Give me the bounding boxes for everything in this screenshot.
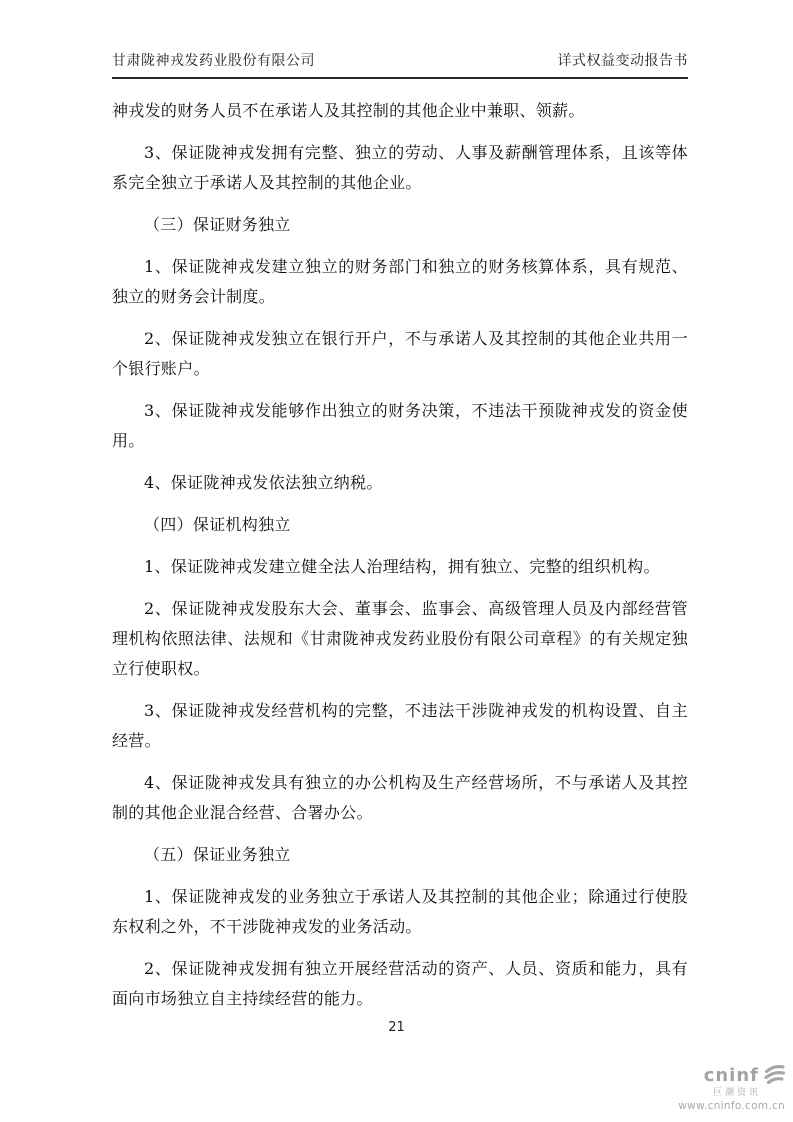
page-number: 21 [388, 1020, 405, 1035]
paragraph: 1、保证陇神戎发建立独立的财务部门和独立的财务核算体系，具有规范、独立的财务会计制度。 [112, 257, 688, 306]
paragraph: 1、保证陇神戎发的业务独立于承诺人及其控制的其他企业；除通过行使股东权利之外，不干涉陇神戎发的业务活动。 [112, 887, 688, 936]
paragraph: （五）保证业务独立 [144, 845, 291, 864]
cninfo-brand-row [615, 1064, 785, 1087]
cninfo-swirl-icon [761, 1064, 785, 1087]
cninfo-brand-text: cninf [703, 1064, 759, 1086]
paragraph: 神戎发的财务人员不在承诺人及其控制的其他企业中兼职、领薪。 [112, 101, 585, 120]
paragraph: （三）保证财务独立 [144, 215, 291, 234]
paragraph: 2、保证陇神戎发股东大会、董事会、监事会、高级管理人员及内部经营管理机构依照法律、法规和《甘肃陇神戎发药业股份有限公司章程》的有关规定独立行使职权。 [112, 599, 688, 678]
paragraph: 4、保证陇神戎发依法独立纳税。 [144, 473, 383, 492]
document-body [112, 96, 688, 1026]
paragraph: 2、保证陇神戎发拥有独立开展经营活动的资产、人员、资质和能力，具有面向市场独立自主持续经营的能力。 [112, 959, 688, 1008]
paragraph: 3、保证陇神戎发拥有完整、独立的劳动、人事及薪酬管理体系，且该等体系完全独立于承诺人及其控制的其他企业。 [112, 143, 688, 192]
page-header [112, 50, 688, 79]
paragraph: 3、保证陇神戎发经营机构的完整，不违法干涉陇神戎发的机构设置、自主经营。 [112, 701, 688, 750]
cninfo-url: www.cninfo.com.cn [678, 1100, 785, 1112]
paragraph: 3、保证陇神戎发能够作出独立的财务决策，不违法干预陇神戎发的资金使用。 [112, 401, 688, 450]
paragraph: （四）保证机构独立 [144, 515, 291, 534]
cninfo-logo [615, 1064, 785, 1112]
paragraph: 2、保证陇神戎发独立在银行开户，不与承诺人及其控制的其他企业共用一个银行账户。 [112, 329, 688, 378]
paragraph: 1、保证陇神戎发建立健全法人治理结构，拥有独立、完整的组织机构。 [144, 557, 660, 576]
header-company-name: 甘肃陇神戎发药业股份有限公司 [112, 53, 315, 69]
cninfo-subtitle: 巨潮资讯 [712, 1088, 761, 1098]
paragraph: 4、保证陇神戎发具有独立的办公机构及生产经营场所，不与承诺人及其控制的其他企业混合经营、合署办公。 [112, 773, 688, 822]
header-report-title: 详式权益变动报告书 [557, 53, 688, 69]
